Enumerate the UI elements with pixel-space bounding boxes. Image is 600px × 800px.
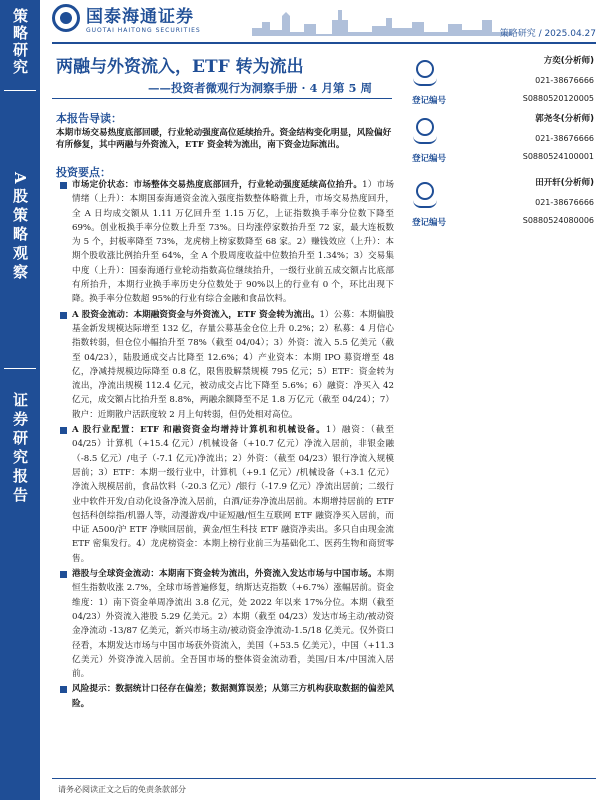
sidebar-mid-label: A股策略观察 xyxy=(11,172,29,283)
points-heading: 投资要点： xyxy=(56,166,111,179)
list-item xyxy=(60,178,394,307)
logo-chinese-name: 国泰海通证券 xyxy=(86,7,194,27)
registration-number: S0880524100001 xyxy=(522,152,594,161)
registration-number: S0880524080006 xyxy=(522,216,594,225)
bullet-icon xyxy=(60,182,67,189)
point-lead: A 股行业配置：ETF 和融资资金均增持计算机和机械设备。 xyxy=(72,425,326,436)
guide-text: 本期市场交易热度底部回暖，行业轮动强度高位延续抬升。资金结构变化明显，风险偏好有所修复，其中两融与外资流入，ETF 资金转为流出，南下资金边际流出。 xyxy=(56,128,392,150)
company-logo xyxy=(52,2,201,34)
sidebar-bottom-label: 证券研究报告 xyxy=(11,392,29,506)
list-item xyxy=(60,567,394,681)
point-lead: 港股与全球资金流动：本期南下资金转为流出，外资流入发达市场与中国市场。 xyxy=(72,569,377,580)
point-body: 1）融资：（截至 04/25）计算机（+15.4 亿元）/机械设备（+10.7 亿元）净流入居前，非银金融（-8.5 亿元）/电子（-7.1 亿元)净流出；2）外资：（截至 04/23）银行净流入规模居前；3）ETF：本期一级行业中，计算机（+9.1 亿元）/机械设备（+3.1 亿元）净流入规模居前，食品饮料（-20.3 亿元）/银行（-17.9 亿元）净流出居前；二级行业中软件开发/自动化设备净流入居前，白酒/证券净流出居前。本期增持居前的 ETF 包括科创综指/机器人等，动漫游戏/中证短融/恒生互联网 ETF 融资净买入居前，而中证 A500/沪 ETF 净赎回居前，黄金/恒生科技 ETF 融资净卖出。多只自由现金流 ETF 密集发行。4）龙虎榜资金：本期上榜行业前三为基础化工、医药生物和商贸零售。 xyxy=(72,425,395,564)
header-divider xyxy=(52,42,596,44)
bullet-icon xyxy=(60,686,67,693)
registration-label: 登记编号 xyxy=(412,154,447,164)
investment-points xyxy=(60,178,394,712)
list-item xyxy=(60,423,394,566)
point-body: 本期恒生指数收涨 2.7%，全球市场普遍修复，纳斯达克指数（+6.7%）涨幅居前。资金维度：1）南下资金单周净流出 3.8 亿元，处 2022 年以来 17%分位。本期（截至 04/23）外资流入港股 5.29 亿美元。2）本期（截至 04/23）发达市场主动/被动资金净流动 -13/87 亿美元，新兴市场主动/被动资金净流动-1.5/18 亿美元。仅外资口径看，本期发达市场与中国市场获外资流入，美国（+53.5 亿美元），中国（+11.3 亿美元）外资净流入居前。全吾国市场的整体资金流动看，美国/日本/中国流入居前。 xyxy=(72,569,394,680)
logo-english-name: GUOTAI HAITONG SECURITIES xyxy=(86,27,201,34)
analyst-card xyxy=(404,176,594,246)
logo-icon xyxy=(52,4,80,32)
bullet-icon xyxy=(60,571,67,578)
analyst-name: 郭尧冬(分析师) xyxy=(535,114,594,124)
analyst-phone: 021-38676666 xyxy=(535,198,594,207)
registration-number: S0880520120005 xyxy=(522,94,594,103)
point-body: 1）公募：本期偏股基金新发规模达际增至 132 亿，存量公募基金仓位上升 0.2%；2）私募：4 月信心指数转弱，但仓位小幅抬升至 78%（截至 04/04）；3）外资：流入 5.5 亿美元（截至 04/23），陆股通成交占比降至 12.6%；4）产业资本：本期 IPO 募资增至 48 亿，净减持规模边际降至 0.8 亿，限售股解禁规模 795 亿元；5）ETF：资金转为流出，净流出规模 112.4 亿元，被动成交占比下降至 5.6%；6）融资：净买入 42 亿元，成交额占比抬升至 8.8%，两融余额降至不足 1.8 万亿元（截至 04/24）；7）散户：近期散户活跃度较 2 月上旬转弱，但仍处相对高位。 xyxy=(72,309,395,420)
registration-label: 登记编号 xyxy=(412,96,447,106)
point-lead: A 股资金流动：本期融资资金与外资流入，ETF 资金转为流出。 xyxy=(72,309,320,320)
point-lead: 市场定价状态：市场整体交易热度底部回升，行业轮动强度延续高位抬升。 xyxy=(72,180,363,190)
sidebar-top-label: 策略研究 xyxy=(11,8,29,76)
list-item xyxy=(60,308,394,422)
analyst-avatar-icon xyxy=(416,118,434,136)
footer-divider xyxy=(52,778,596,779)
city-skyline-decoration xyxy=(252,8,512,36)
sidebar-divider xyxy=(4,368,36,369)
sidebar-divider xyxy=(4,90,36,91)
category-date: 策略研究 / 2025.04.27 xyxy=(499,29,596,39)
analyst-phone: 021-38676666 xyxy=(535,134,594,143)
analyst-card xyxy=(404,112,594,182)
guide-heading: 本报告导读： xyxy=(56,112,122,125)
registration-label: 登记编号 xyxy=(412,218,447,228)
report-subtitle: ——投资者微观行为洞察手册 · 4 月第 5 周 xyxy=(148,81,373,95)
point-body: 1）市场情绪（上升）：本期国泰海通资金流入强度指数整体略微上升，市场交易热度回升，全 A 日均成交额从 1.11 万亿回升至 1.15 万亿，上证指数换手率分位数下降至 69%。创业板换手率分位数上升至 73%。日均涨停家数抬升至 72 家，最大连板数为 5 个，封板率降至 73%，龙虎榜上榜家数降至 68 家。2）赚钱效应（上升）：本期个股收涨比例抬升至 64%，全 A 个股周度收益中位数抬升至 1.34%；3）交易集中度（上升）：国泰海通行业轮动指数高位继续抬升，一级行业前五成交额占比底部有所抬升，本期行业换手率历史分位数处于 90%以上的行业有 0 个，环比出现下降。换手率分位数超 95%的行业有综合金融和食品饮料。 xyxy=(72,180,395,305)
list-item xyxy=(60,682,394,711)
report-title: 两融与外资流入，ETF 转为流出 xyxy=(56,57,304,77)
bullet-icon xyxy=(60,427,67,434)
analyst-name: 方奕(分析师) xyxy=(543,56,594,66)
page-header xyxy=(52,2,596,42)
analyst-name: 田开轩(分析师) xyxy=(535,178,594,188)
title-divider xyxy=(52,98,392,99)
analyst-avatar-icon xyxy=(416,60,434,78)
disclaimer-note: 请务必阅读正文之后的免责条款部分 xyxy=(58,785,186,794)
analyst-phone: 021-38676666 xyxy=(535,76,594,85)
point-lead: 风险提示：数据统计口径存在偏差；数据测算误差；从第三方机构获取数据的偏差风险。 xyxy=(72,684,394,709)
analyst-avatar-icon xyxy=(416,182,434,200)
bullet-icon xyxy=(60,312,67,319)
